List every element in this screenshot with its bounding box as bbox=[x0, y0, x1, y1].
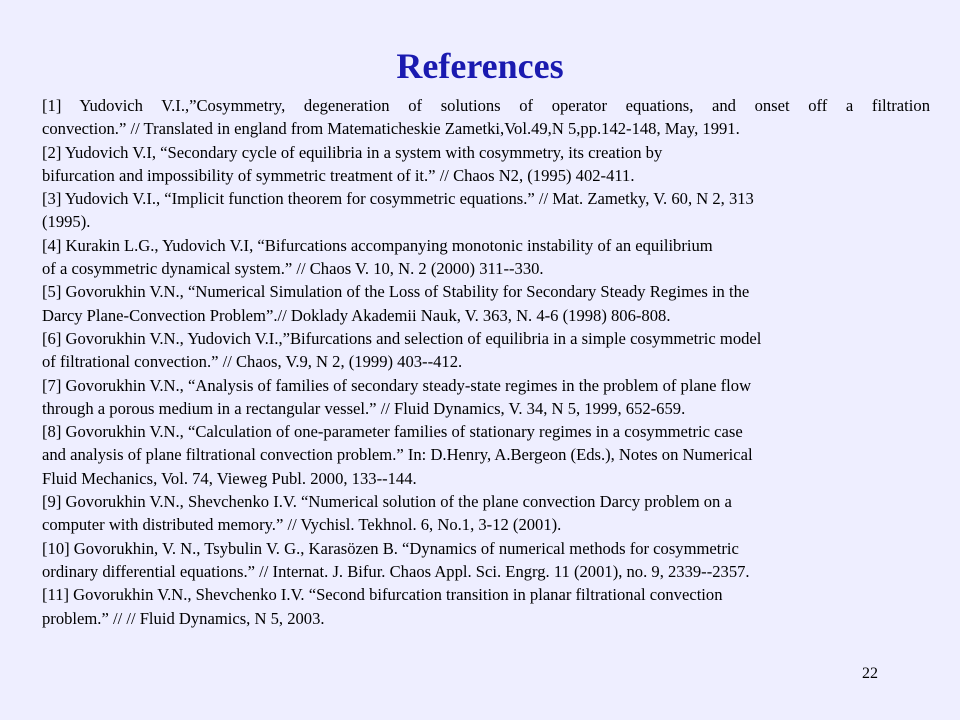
reference-2-line-2: bifurcation and impossibility of symmetric treatment of it.” // Chaos N2, (1995) 402-411. bbox=[42, 165, 635, 185]
reference-2 bbox=[42, 141, 930, 188]
reference-11 bbox=[42, 583, 930, 630]
reference-3 bbox=[42, 187, 930, 234]
reference-8-line-1: [8] Govorukhin V.N., “Calculation of one-parameter families of stationary regimes in a cosymmetric case bbox=[42, 422, 743, 442]
reference-10-line-2: ordinary differential equations.” // Internat. J. Bifur. Chaos Appl. Sci. Engrg. 11 (2001), no. 9, 2339--2357. bbox=[42, 561, 750, 581]
page-number: 22 bbox=[862, 665, 878, 682]
reference-3-line-2: (1995). bbox=[42, 212, 91, 232]
reference-7 bbox=[42, 374, 930, 421]
reference-8-line-3: Fluid Mechanics, Vol. 74, Vieweg Publ. 2000, 133--144. bbox=[42, 468, 417, 488]
reference-1-line-1: [1] Yudovich V.I.,”Cosymmetry, degeneration of solutions of operator equations, and onset off a filtration bbox=[42, 96, 930, 115]
reference-5-line-2: Darcy Plane-Convection Problem”.// Doklady Akademii Nauk, V. 363, N. 4-6 (1998) 806-808. bbox=[42, 305, 671, 325]
reference-3-line-1: [3] Yudovich V.I., “Implicit function theorem for cosymmetric equations.” // Mat. Zametky, V. 60, N 2, 313 bbox=[42, 189, 754, 209]
reference-10 bbox=[42, 537, 930, 584]
reference-list bbox=[42, 94, 930, 630]
reference-5-line-1: [5] Govorukhin V.N., “Numerical Simulation of the Loss of Stability for Secondary Steady Regimes in the bbox=[42, 282, 750, 302]
reference-6-line-1: [6] Govorukhin V.N., Yudovich V.I.,”Bifurcations and selection of equilibria in a simple cosymmetric model bbox=[42, 328, 762, 348]
reference-7-line-2: through a porous medium in a rectangular vessel.” // Fluid Dynamics, V. 34, N 5, 1999, 652-659. bbox=[42, 398, 686, 418]
reference-11-line-2: problem.” // // Fluid Dynamics, N 5, 2003. bbox=[42, 608, 325, 628]
reference-4-line-1: [4] Kurakin L.G., Yudovich V.I, “Bifurcations accompanying monotonic instability of an equilibrium bbox=[42, 235, 713, 255]
reference-8-line-2: and analysis of plane filtrational convection problem.” In: D.Henry, A.Bergeon (Eds.), Notes on Numerical bbox=[42, 445, 753, 465]
reference-7-line-1: [7] Govorukhin V.N., “Analysis of families of secondary steady-state regimes in the problem of plane flow bbox=[42, 375, 752, 395]
reference-10-line-1: [10] Govorukhin, V. N., Tsybulin V. G., Karasözen B. “Dynamics of numerical methods for cosymmetric bbox=[42, 538, 739, 558]
reference-1 bbox=[42, 94, 930, 141]
reference-8 bbox=[42, 420, 930, 490]
slide-title: References bbox=[396, 46, 564, 86]
reference-6 bbox=[42, 327, 930, 374]
reference-6-line-2: of filtrational convection.” // Chaos, V.9, N 2, (1999) 403--412. bbox=[42, 352, 463, 372]
reference-11-line-1: [11] Govorukhin V.N., Shevchenko I.V. “Second bifurcation transition in planar filtrational convection bbox=[42, 585, 723, 605]
reference-9 bbox=[42, 490, 930, 537]
reference-4-line-2: of a cosymmetric dynamical system.” // Chaos V. 10, N. 2 (2000) 311--330. bbox=[42, 259, 544, 279]
reference-1-line-2: convection.” // Translated in england from Matematicheskie Zametki,Vol.49,N 5,pp.142-148, May, 1991. bbox=[42, 119, 740, 139]
reference-5 bbox=[42, 280, 930, 327]
reference-9-line-1: [9] Govorukhin V.N., Shevchenko I.V. “Numerical solution of the plane convection Darcy problem on a bbox=[42, 492, 732, 512]
reference-4 bbox=[42, 234, 930, 281]
reference-9-line-2: computer with distributed memory.” // Vychisl. Tekhnol. 6, No.1, 3-12 (2001). bbox=[42, 515, 562, 535]
reference-2-line-1: [2] Yudovich V.I, “Secondary cycle of equilibria in a system with cosymmetry, its creation by bbox=[42, 142, 663, 162]
